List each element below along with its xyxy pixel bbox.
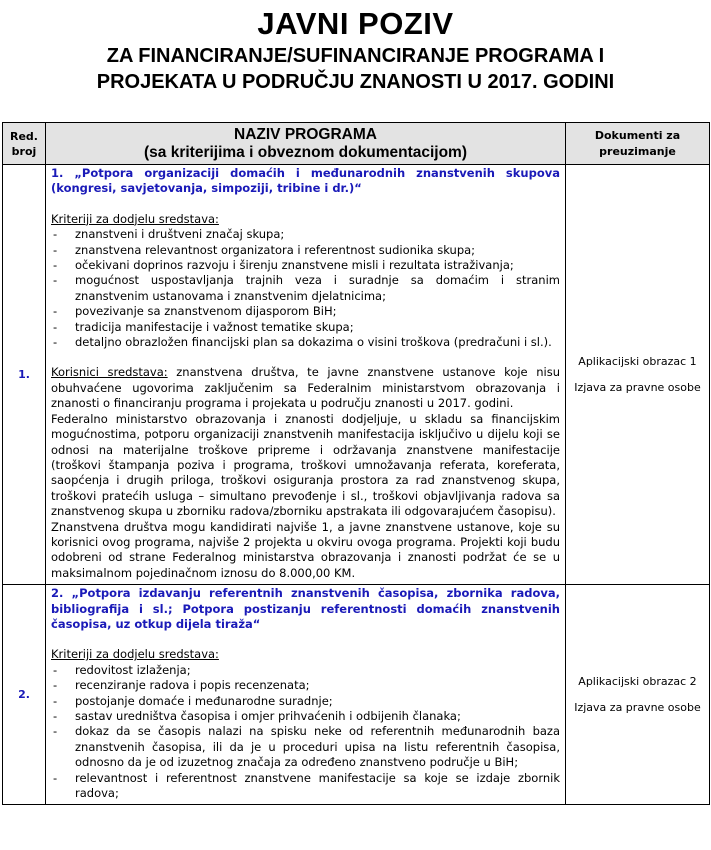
criteria-list bbox=[51, 663, 560, 802]
subtitle-line-1: ZA FINANCIRANJE/SUFINANCIRANJE PROGRAMA I bbox=[106, 45, 605, 67]
program-description bbox=[46, 585, 566, 805]
limits-paragraph: Znanstvena društva mogu kandidirati najviše 1, a javne znanstvene ustanove, koje su korisnici ovog programa, najviše 2 projekta u okviru ovoga programa. Projekti koji budu odobreni od strane Federalnog ministarstva obrazovanja i znanosti podržat će se u maksimalnom pojedinačnom iznosu do 8.000,00 KM. bbox=[51, 519, 560, 580]
list-item: - detaljno obrazložen financijski plan sa dokazima o visini troškova (predračuni i sl.). bbox=[51, 335, 560, 350]
document-link[interactable]: Izjava za pravne osobe bbox=[574, 700, 701, 714]
list-item: - mogućnost uspostavljanja trajnih veza i suradnje sa domaćim i stranim znanstvenim ustanovama i znanstvenim djelatnicima; bbox=[51, 273, 560, 304]
col-header-name bbox=[46, 123, 566, 165]
support-paragraph: Federalno ministarstvo obrazovanja i znanosti dodjeljuje, u skladu sa financijskim mogućnostima, potporu organizaciji znanstvenih manifestacija isključivo u dijelu koji se odnosi na materijalne troškove pripreme i održavanja znanstvene manifestacije (troškovi štampanja poziva i programa, troškovi umnožavanja referata, koreferata, saopćenja i drugih priloga, troškovi osiguranja prostora za rad znanstvenog skupa, troškovi pratećih usluga – simultano prevođenje i sl., troškovi objavljivanja radova sa znanstvenog skupa u zborniku radova/zborniku apstrakata ili odgovarajućem časopisu). bbox=[51, 411, 560, 519]
col-header-docs-line1: Dokumenti za bbox=[594, 128, 681, 142]
list-item: - tradicija manifestacije i važnost tematike skupa; bbox=[51, 320, 560, 335]
criteria-list bbox=[51, 227, 560, 350]
beneficiaries-text: znanstvena društva, te javne znanstvene ustanove koje nisu obuhvaćene ugovorima zaključenim sa Federalnim ministarstvom obrazovanja i znanosti o financiranju programa i projekata u području znanosti u 2017. godini. bbox=[51, 365, 560, 411]
col-header-name-line1: NAZIV PROGRAMA bbox=[234, 125, 377, 143]
table-header-row bbox=[3, 123, 710, 165]
program-title: 1. „Potpora organizaciji domaćih i međunarodnih znanstvenih skupova (kongresi, savjetovanja, simpoziji, tribine i dr.)“ bbox=[51, 166, 560, 196]
program-description bbox=[46, 165, 566, 585]
col-header-docs-line2: preuzimanje bbox=[599, 144, 676, 158]
beneficiaries-paragraph bbox=[51, 365, 560, 411]
page-title: JAVNI POZIV bbox=[257, 6, 454, 41]
list-item: - dokaz da se časopis nalazi na spisku neke od referentnih međunarodnih baza znanstvenih časopisa, ili da je u proceduri upisa na listu referentnih časopisa, odnosno da je od izuzetnog značaja za određeno znanstveno područje u BiH; bbox=[51, 724, 560, 770]
list-item: - recenziranje radova i popis recenzenata; bbox=[51, 678, 560, 693]
table-row bbox=[3, 165, 710, 585]
col-header-docs bbox=[566, 123, 710, 165]
list-item: - povezivanje sa znanstvenom dijasporom BiH; bbox=[51, 304, 560, 319]
beneficiaries-label: Korisnici sredstava: bbox=[51, 365, 168, 380]
document-link[interactable]: Aplikacijski obrazac 1 bbox=[578, 354, 697, 368]
document-link[interactable]: Izjava za pravne osobe bbox=[574, 380, 701, 394]
list-item: - sastav uredništva časopisa i omjer prihvaćenih i odbijenih članaka; bbox=[51, 709, 560, 724]
row-number: 1. bbox=[3, 165, 46, 585]
program-title: 2. „Potpora izdavanju referentnih znanstvenih časopisa, zbornika radova, bibliografija i sl.; Potpora postizanju referentnosti domaćih znanstvenih časopisa, uz otkup dijela tiraža“ bbox=[51, 586, 560, 631]
col-header-name-line2: (sa kriterijima i obveznom dokumentacijom) bbox=[144, 143, 467, 161]
documents-cell bbox=[566, 165, 710, 585]
list-item: - relevantnost i referentnost znanstvene manifestacije sa koje se izdaje zbornik radova; bbox=[51, 771, 560, 802]
list-item: - očekivani doprinos razvoju i širenju znanstvene misli i rezultata istraživanja; bbox=[51, 258, 560, 273]
list-item: - znanstvena relevantnost organizatora i referentnost sudionika skupa; bbox=[51, 243, 560, 258]
programs-table bbox=[2, 122, 710, 805]
documents-cell bbox=[566, 585, 710, 805]
criteria-label: Kriteriji za dodjelu sredstava: bbox=[51, 211, 219, 226]
list-item: - redovitost izlaženja; bbox=[51, 663, 560, 678]
col-header-num-line1: Red. bbox=[10, 129, 38, 143]
subtitle-line-2: PROJEKATA U PODRUČJU ZNANOSTI U 2017. GODINI bbox=[96, 71, 615, 93]
page-subtitle bbox=[0, 43, 711, 95]
list-item: - postojanje domaće i međunarodne suradnje; bbox=[51, 694, 560, 709]
row-number: 2. bbox=[3, 585, 46, 805]
col-header-num bbox=[3, 123, 46, 165]
criteria-label: Kriteriji za dodjelu sredstava: bbox=[51, 647, 219, 662]
document-link[interactable]: Aplikacijski obrazac 2 bbox=[578, 674, 697, 688]
list-item: - znanstveni i društveni značaj skupa; bbox=[51, 227, 560, 242]
table-row bbox=[3, 585, 710, 805]
col-header-num-line2: broj bbox=[11, 144, 37, 158]
